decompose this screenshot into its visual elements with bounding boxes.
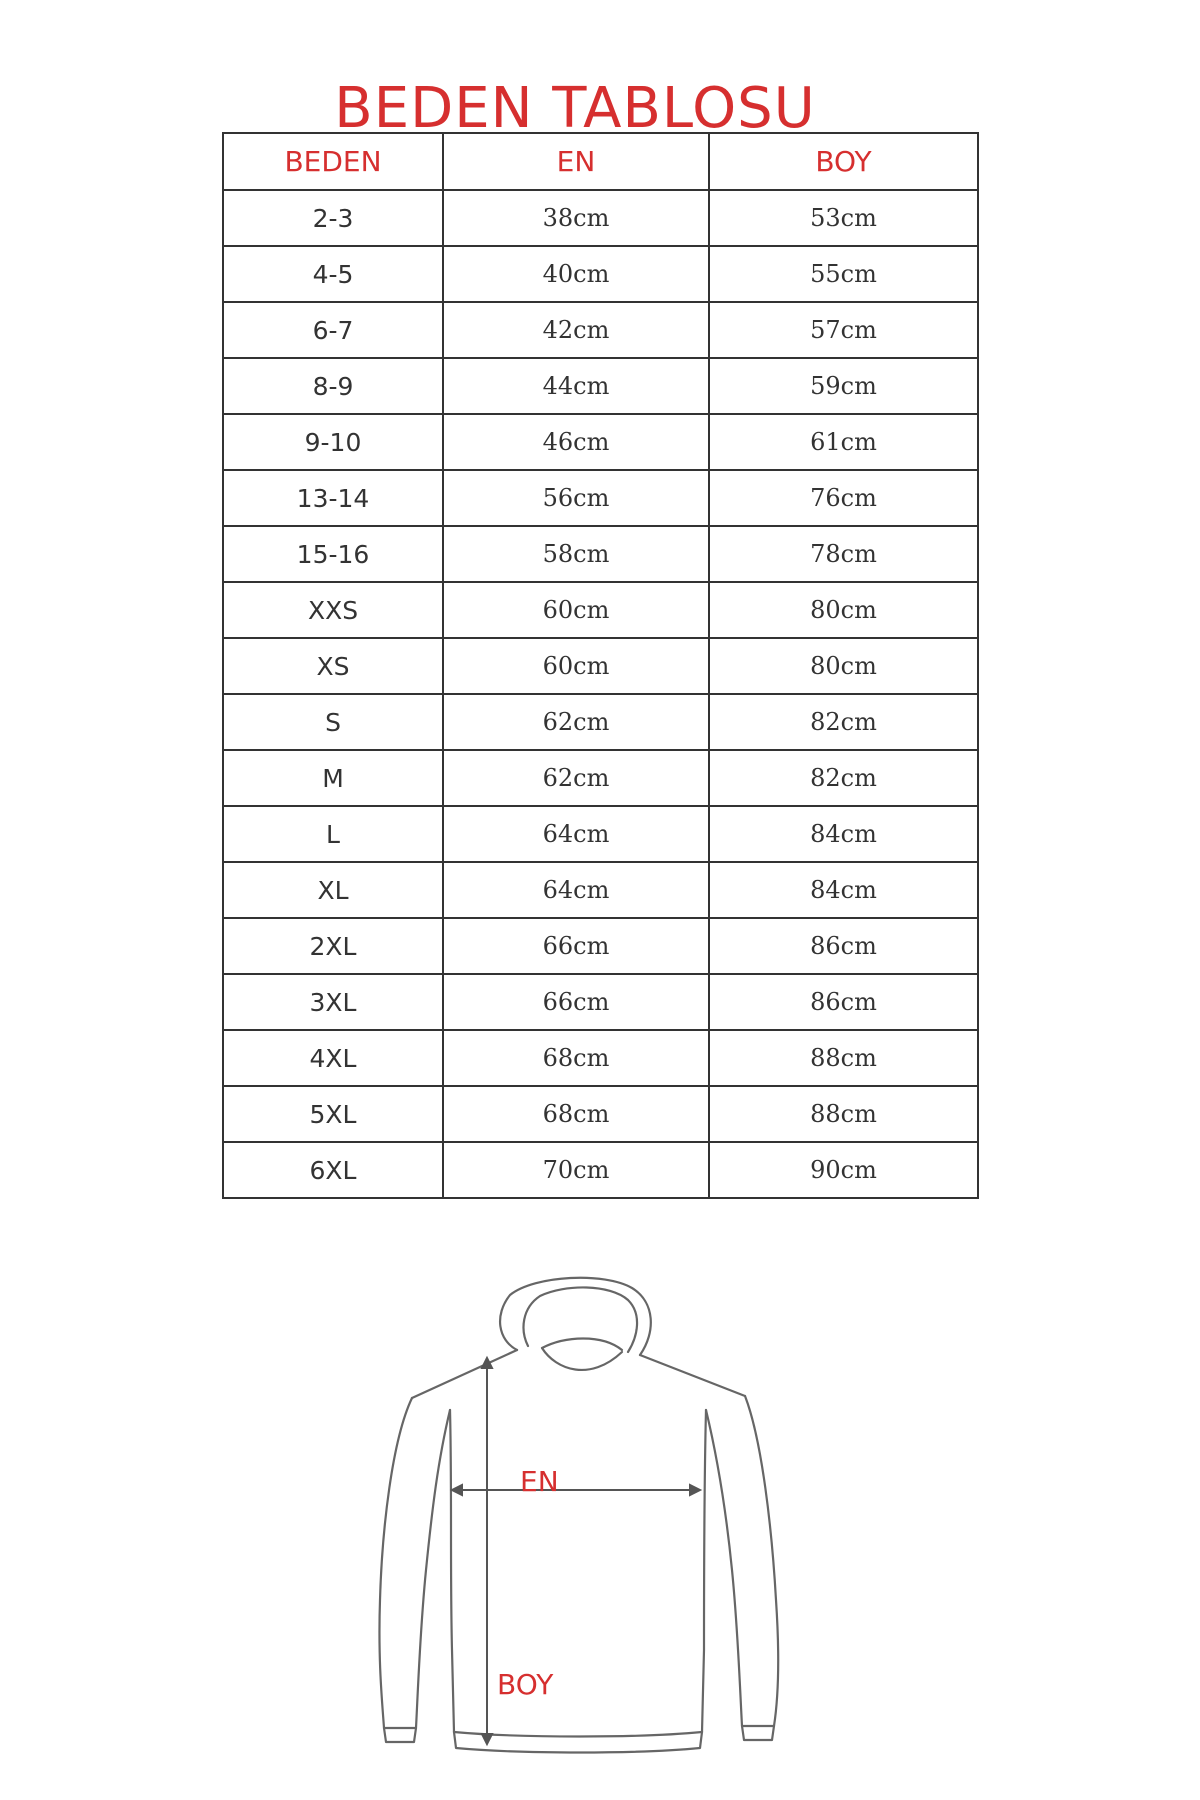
boy-cell: 55cm — [709, 246, 978, 302]
en-cell: 64cm — [443, 862, 709, 918]
boy-cell: 78cm — [709, 526, 978, 582]
boy-cell: 90cm — [709, 1142, 978, 1198]
header-beden: BEDEN — [223, 133, 443, 190]
table-row — [223, 470, 978, 526]
en-cell: 62cm — [443, 750, 709, 806]
size-cell: 8-9 — [223, 358, 443, 414]
en-cell: 58cm — [443, 526, 709, 582]
en-cell: 60cm — [443, 638, 709, 694]
boy-cell: 57cm — [709, 302, 978, 358]
size-cell: 4XL — [223, 1030, 443, 1086]
size-cell: 4-5 — [223, 246, 443, 302]
table-row — [223, 582, 978, 638]
size-cell: 2XL — [223, 918, 443, 974]
boy-cell: 86cm — [709, 918, 978, 974]
table-row — [223, 1142, 978, 1198]
boy-cell: 88cm — [709, 1086, 978, 1142]
page-title: BEDEN TABLOSU — [334, 75, 816, 141]
size-cell: 5XL — [223, 1086, 443, 1142]
table-header-row — [223, 133, 978, 190]
size-cell: L — [223, 806, 443, 862]
size-cell: S — [223, 694, 443, 750]
boy-cell: 80cm — [709, 582, 978, 638]
en-cell: 68cm — [443, 1086, 709, 1142]
size-cell: 6-7 — [223, 302, 443, 358]
table-row — [223, 190, 978, 246]
hoodie-diagram — [370, 1270, 790, 1760]
boy-cell: 80cm — [709, 638, 978, 694]
en-cell: 38cm — [443, 190, 709, 246]
size-cell: 3XL — [223, 974, 443, 1030]
en-cell: 60cm — [443, 582, 709, 638]
boy-cell: 82cm — [709, 694, 978, 750]
size-cell: 2-3 — [223, 190, 443, 246]
boy-cell: 82cm — [709, 750, 978, 806]
table-row — [223, 750, 978, 806]
boy-cell: 86cm — [709, 974, 978, 1030]
en-cell: 62cm — [443, 694, 709, 750]
table-row — [223, 1030, 978, 1086]
table-row — [223, 302, 978, 358]
en-cell: 56cm — [443, 470, 709, 526]
en-cell: 40cm — [443, 246, 709, 302]
table-row — [223, 638, 978, 694]
en-cell: 42cm — [443, 302, 709, 358]
table-row — [223, 246, 978, 302]
en-cell: 44cm — [443, 358, 709, 414]
table-row — [223, 974, 978, 1030]
en-cell: 66cm — [443, 974, 709, 1030]
size-cell: XXS — [223, 582, 443, 638]
size-cell: 13-14 — [223, 470, 443, 526]
boy-cell: 61cm — [709, 414, 978, 470]
size-cell: 15-16 — [223, 526, 443, 582]
size-cell: XS — [223, 638, 443, 694]
hoodie-outline-icon — [370, 1270, 790, 1760]
boy-cell: 84cm — [709, 806, 978, 862]
table-row — [223, 694, 978, 750]
table-row — [223, 1086, 978, 1142]
size-cell: 9-10 — [223, 414, 443, 470]
size-table — [222, 132, 979, 1199]
en-cell: 68cm — [443, 1030, 709, 1086]
table-row — [223, 862, 978, 918]
table-row — [223, 806, 978, 862]
table-row — [223, 358, 978, 414]
header-boy: BOY — [709, 133, 978, 190]
en-cell: 70cm — [443, 1142, 709, 1198]
en-cell: 46cm — [443, 414, 709, 470]
size-cell: XL — [223, 862, 443, 918]
size-cell: M — [223, 750, 443, 806]
en-cell: 64cm — [443, 806, 709, 862]
boy-cell: 84cm — [709, 862, 978, 918]
boy-cell: 88cm — [709, 1030, 978, 1086]
size-cell: 6XL — [223, 1142, 443, 1198]
header-en: EN — [443, 133, 709, 190]
table-row — [223, 526, 978, 582]
boy-cell: 59cm — [709, 358, 978, 414]
boy-cell: 53cm — [709, 190, 978, 246]
en-measure-label: EN — [520, 1465, 559, 1498]
boy-cell: 76cm — [709, 470, 978, 526]
en-cell: 66cm — [443, 918, 709, 974]
table-row — [223, 414, 978, 470]
table-row — [223, 918, 978, 974]
boy-measure-label: BOY — [497, 1668, 554, 1701]
